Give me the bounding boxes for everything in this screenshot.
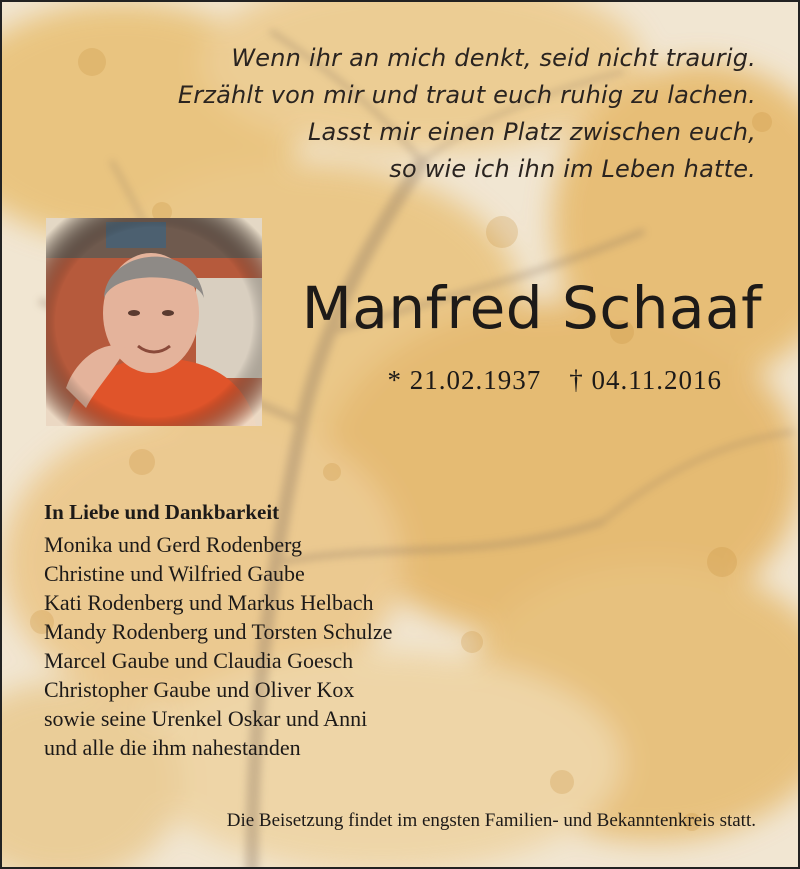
mourner-entry: und alle die ihm nahestanden bbox=[44, 735, 301, 760]
mourner-entry: Monika und Gerd Rodenberg bbox=[44, 532, 303, 557]
mourners-list bbox=[44, 498, 392, 762]
mourner-entry: sowie seine Urenkel Oskar und Anni bbox=[44, 706, 368, 731]
life-dates bbox=[302, 365, 722, 396]
mourner-entry: Mandy Rodenberg und Torsten Schulze bbox=[44, 619, 393, 644]
poem-line: Wenn ihr an mich denkt, seid nicht traurig. bbox=[231, 44, 756, 72]
portrait-photo bbox=[46, 218, 262, 426]
poem-line: Erzählt von mir und traut euch ruhig zu lachen. bbox=[177, 81, 756, 109]
poem-line: so wie ich ihn im Leben hatte. bbox=[389, 155, 756, 183]
birth-date: * 21.02.1937 bbox=[387, 365, 542, 395]
mourners-heading: In Liebe und Dankbarkeit bbox=[44, 500, 280, 524]
mourner-entry: Christine und Wilfried Gaube bbox=[44, 561, 305, 586]
poem bbox=[178, 40, 756, 188]
mourner-entry: Marcel Gaube und Claudia Goesch bbox=[44, 648, 354, 673]
poem-line: Lasst mir einen Platz zwischen euch, bbox=[307, 118, 756, 146]
burial-note: Die Beisetzung findet im engsten Familien- und Bekanntenkreis statt. bbox=[226, 810, 756, 831]
mourner-entry: Christopher Gaube und Oliver Kox bbox=[44, 677, 355, 702]
mourner-entry: Kati Rodenberg und Markus Helbach bbox=[44, 590, 374, 615]
death-date: † 04.11.2016 bbox=[569, 365, 722, 395]
deceased-name: Manfred Schaaf bbox=[301, 274, 762, 342]
